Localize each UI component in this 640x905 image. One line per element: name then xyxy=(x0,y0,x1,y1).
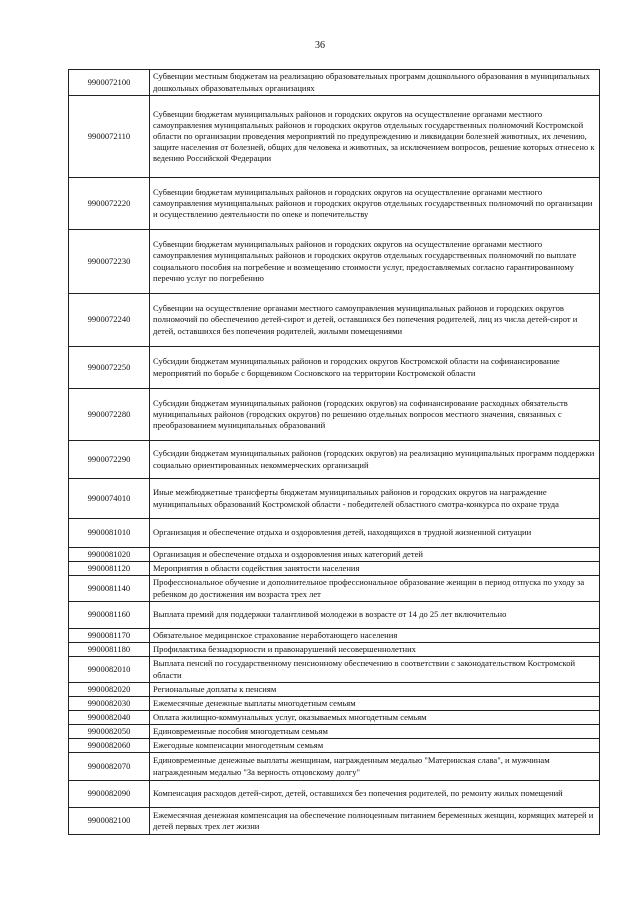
row-code: 9900081120 xyxy=(69,562,150,576)
table-row xyxy=(69,643,600,657)
row-description: Профилактика безнадзорности и правонарушений несовершеннолетних xyxy=(150,643,600,657)
row-code: 9900082020 xyxy=(69,683,150,697)
table-row xyxy=(69,479,600,519)
table-row xyxy=(69,294,600,347)
row-description: Оплата жилищно-коммунальных услуг, оказываемых многодетным семьям xyxy=(150,711,600,725)
table-row xyxy=(69,70,600,96)
row-code: 9900081010 xyxy=(69,519,150,548)
table-row xyxy=(69,602,600,629)
table-row xyxy=(69,562,600,576)
table-row xyxy=(69,697,600,711)
row-description: Субвенции бюджетам муниципальных районов и городских округов на осуществление органами местного самоуправления муниципальных районов и городских округов отдельных государственных полномочий по организации и осуществлению деятельности по опеке и попечительству xyxy=(150,178,600,230)
row-description: Иные межбюджетные трансферты бюджетам муниципальных районов и городских округов на награждение муниципальных образований Костромской области - победителей областного смотра-конкурса по охране труда xyxy=(150,479,600,519)
table-row xyxy=(69,725,600,739)
table-row xyxy=(69,230,600,294)
table-row xyxy=(69,657,600,683)
table-row xyxy=(69,781,600,808)
row-code: 9900072220 xyxy=(69,178,150,230)
table-row xyxy=(69,629,600,643)
row-description: Единовременные пособия многодетным семьям xyxy=(150,725,600,739)
row-description: Выплата пенсий по государственному пенсионному обеспечению в соответствии с законодательством Костромской области xyxy=(150,657,600,683)
row-code: 9900072100 xyxy=(69,70,150,96)
row-description: Организация и обеспечение отдыха и оздоровления детей, находящихся в трудной жизненной ситуации xyxy=(150,519,600,548)
table-row xyxy=(69,808,600,835)
row-code: 9900082090 xyxy=(69,781,150,808)
table-row xyxy=(69,739,600,753)
row-code: 9900072110 xyxy=(69,96,150,178)
row-code: 9900082010 xyxy=(69,657,150,683)
row-description: Субсидии бюджетам муниципальных районов и городских округов Костромской области на софинансирование мероприятий по борьбе с борщевиком Сосновского на территории Костромской области xyxy=(150,347,600,389)
row-description: Ежемесячная денежная компенсация на обеспечение полноценным питанием беременных женщин, кормящих матерей и детей первых трех лет жизни xyxy=(150,808,600,835)
page-number: 36 xyxy=(315,40,325,51)
row-description: Субвенции бюджетам муниципальных районов и городских округов на осуществление органами местного самоуправления муниципальных районов и городских округов отдельных государственных полномочий по выплате социального пособия на погребение и возмещению стоимости услуг, предоставляемых согласно гарантированному перечню услуг по погребению xyxy=(150,230,600,294)
row-code: 9900072240 xyxy=(69,294,150,347)
table-row xyxy=(69,576,600,602)
row-code: 9900082030 xyxy=(69,697,150,711)
table-row xyxy=(69,178,600,230)
row-description: Ежегодные компенсации многодетным семьям xyxy=(150,739,600,753)
row-description: Субвенции бюджетам муниципальных районов и городских округов на осуществление органами местного самоуправления муниципальных районов и городских округов отдельных государственных полномочий Костромской области по организации проведения мероприятий по предупреждению и ликвидации болезней животных, их лечению, защите населения от болезней, общих для человека и животных, за исключением вопросов, решение которых отнесено к ведению Российской Федерации xyxy=(150,96,600,178)
table-row xyxy=(69,711,600,725)
row-description: Субвенции местным бюджетам на реализацию образовательных программ дошкольного образования в муниципальных дошкольных образовательных организациях xyxy=(150,70,600,96)
row-code: 9900082040 xyxy=(69,711,150,725)
row-description: Субсидии бюджетам муниципальных районов (городских округов) на реализацию муниципальных программ поддержки социально ориентированных некоммерческих организаций xyxy=(150,441,600,479)
row-description: Организация и обеспечение отдыха и оздоровления иных категорий детей xyxy=(150,548,600,562)
row-code: 9900082100 xyxy=(69,808,150,835)
table-row xyxy=(69,347,600,389)
row-description: Профессиональное обучение и дополнительное профессиональное образование женщин в период отпуска по уходу за ребенком до достижения им возраста трех лет xyxy=(150,576,600,602)
row-description: Единовременные денежные выплаты женщинам, награжденным медалью "Материнская слава", и мужчинам награжденным медалью "За верность отцовскому долгу" xyxy=(150,753,600,781)
row-code: 9900081140 xyxy=(69,576,150,602)
table-row xyxy=(69,389,600,441)
row-code: 9900082060 xyxy=(69,739,150,753)
budget-codes-table xyxy=(68,69,600,835)
row-code: 9900082070 xyxy=(69,753,150,781)
row-description: Субсидии бюджетам муниципальных районов (городских округов) на софинансирование расходных обязательств муниципальных районов (городских округов) по решению отдельных вопросов местного значения, связанных с преобразованием муниципальных образований xyxy=(150,389,600,441)
row-description: Выплата премий для поддержки талантливой молодежи в возрасте от 14 до 25 лет включительно xyxy=(150,602,600,629)
table-body xyxy=(69,70,600,835)
row-code: 9900072230 xyxy=(69,230,150,294)
table-row xyxy=(69,441,600,479)
row-description: Компенсация расходов детей-сирот, детей, оставшихся без попечения родителей, по ремонту жилых помещений xyxy=(150,781,600,808)
row-description: Субвенции на осуществление органами местного самоуправления муниципальных районов и городских округов полномочий по обеспечению детей-сирот и детей, оставшихся без попечения родителей, лиц из числа детей-сирот и детей, оставшихся без попечения родителей, жилыми помещениями xyxy=(150,294,600,347)
row-code: 9900072250 xyxy=(69,347,150,389)
table-row xyxy=(69,519,600,548)
row-code: 9900082050 xyxy=(69,725,150,739)
row-description: Ежемесячные денежные выплаты многодетным семьям xyxy=(150,697,600,711)
row-description: Обязательное медицинское страхование неработающего населения xyxy=(150,629,600,643)
row-code: 9900081180 xyxy=(69,643,150,657)
row-code: 9900081160 xyxy=(69,602,150,629)
table-row xyxy=(69,548,600,562)
row-code: 9900081170 xyxy=(69,629,150,643)
row-code: 9900074010 xyxy=(69,479,150,519)
row-description: Мероприятия в области содействия занятости населения xyxy=(150,562,600,576)
row-description: Региональные доплаты к пенсиям xyxy=(150,683,600,697)
table-row xyxy=(69,753,600,781)
row-code: 9900081020 xyxy=(69,548,150,562)
row-code: 9900072280 xyxy=(69,389,150,441)
table-row xyxy=(69,683,600,697)
table-row xyxy=(69,96,600,178)
row-code: 9900072290 xyxy=(69,441,150,479)
